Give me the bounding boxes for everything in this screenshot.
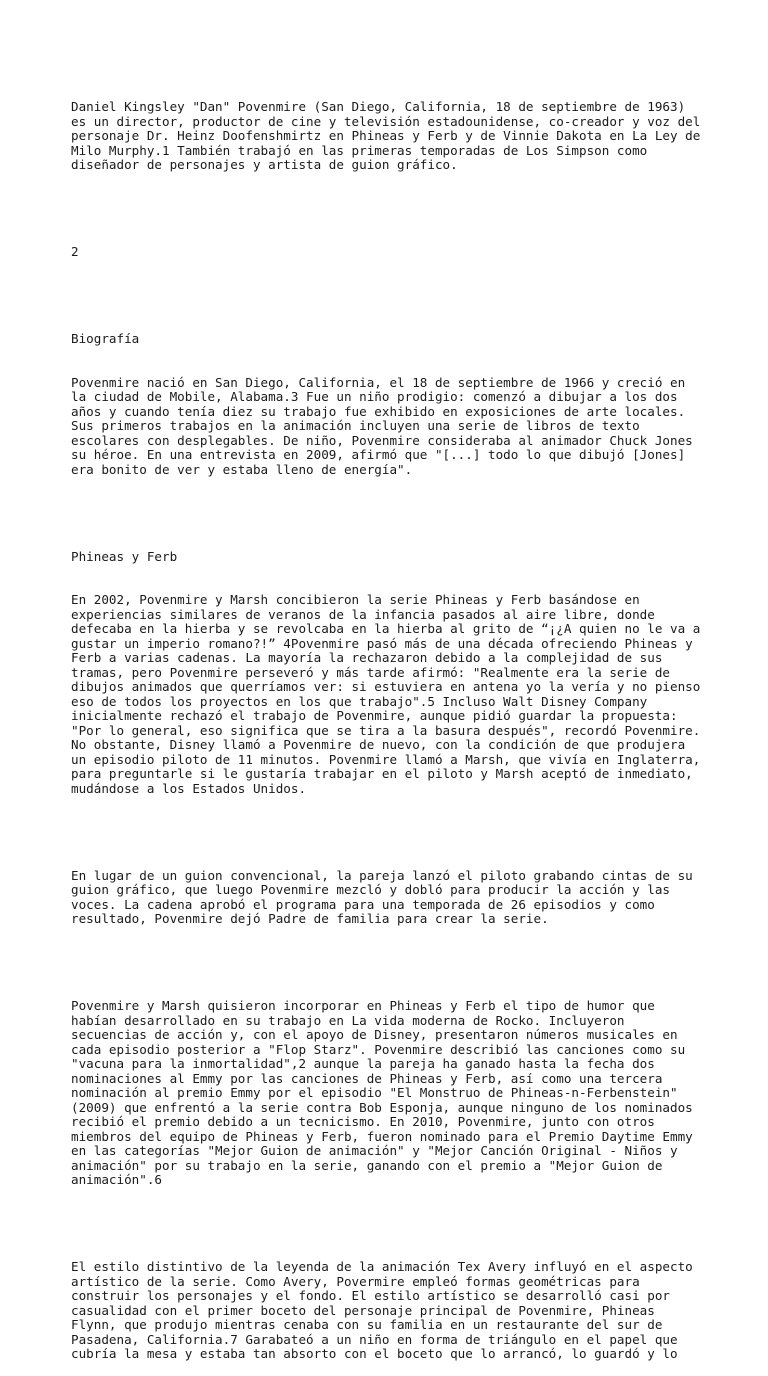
guion-paragraph: En lugar de un guion convencional, la pareja lanzó el piloto grabando cintas de su guion gráfico, que luego Povenmire mezcló y dobló para producir la acción y las voces. La cadena aprobó el programa para una temporada de 26 episodios y como resultado, Povenmire dejó Padre de familia para crear la serie. [71, 867, 693, 926]
paragraph-spacer [71, 289, 711, 304]
humor-paragraph: Povenmire y Marsh quisieron incorporar en Phineas y Ferb el tipo de humor que habían desarrollado en su trabajo en La vida moderna de Rocko. Incluyeron secuencias de acción y, con el apoyo de Disney, presentaron números musicales en cada episodio posterior a "Flop Starz". Povenmire describió las canciones como su "vacuna para la inmortalidad",2 aunque la pareja ha ganado hasta la fecha dos nominaciones al Emmy por las canciones de Phineas y Ferb, así como una tercera nominación al premio Emmy por el episodio "El Monstruo de Phineas-n-Ferbenstein" (2009) que enfrentó a la serie contra Bob Esponja, aunque ninguno de los nominados recibió el premio debido a un tecnicismo. En 2010, Povenmire, junto con otros miembros del equipo de Phineas y Ferb, fueron nominado para el Premio Daytime Emmy en las categorías "Mejor Guion de animación" y "Mejor Canción Original - Niños y animación" por su trabajo en la serie, ganando con el premio a "Mejor Guion de animación".6 [71, 998, 693, 1187]
phineas-paragraph: En 2002, Povenmire y Marsh concibieron la serie Phineas y Ferb basándose en experiencias similares de veranos de la infancia pasados al aire libre, donde defecaba en la hierba y se revolcaba en la hierba al grito de “¡¿A quien no le va a gustar un imperio romano?!” 4Povenmire pasó más de una década ofreciendo Phineas y Ferb a varias cadenas. La mayoría la rechazaron debido a la complejidad de sus tramas, pero Povenmire perseveró y más tarde afirmó: "Realmente era la serie de dibujos animados que querríamos ver: si estuviera en antena yo la vería y no pienso eso de todos los proyectos en los que trabajo".5 Incluso Walt Disney Company inicialmente rechazó el trabajo de Povenmire, aunque pidió guardar la propuesta: "Por lo general, eso significa que se tira a la basura después", recordó Povenmire. No obstante, Disney llamó a Povenmire de nuevo, con la condición de que produjera un episodio piloto de 11 minutos. Povenmire llamó a Marsh, que vivía en Inglaterra, para preguntarle si le gustaría trabajar en el piloto y Marsh aceptó de inmediato, mudándose a los Estados Unidos. [71, 592, 701, 796]
paragraph-spacer [71, 202, 711, 217]
document-page [71, 71, 711, 1376]
paragraph-spacer [71, 825, 711, 840]
paragraph-spacer [71, 506, 711, 521]
intro-paragraph: Daniel Kingsley "Dan" Povenmire (San Diego, California, 18 de septiembre de 1963) es un director, productor de cine y televisión estadounidense, co-creador y voz del personaje Dr. Heinz Doofenshmirtz en Phineas y Ferb y de Vinnie Dakota en La Ley de Milo Murphy.1 También trabajó en las primeras temporadas de Los Simpson como diseñador de personajes y artista de guion gráfico. [71, 99, 701, 172]
paragraph-spacer [71, 1217, 711, 1232]
section-heading-phineas-ferb: Phineas y Ferb [71, 548, 178, 564]
paragraph-spacer [71, 956, 711, 971]
estilo-paragraph: El estilo distintivo de la leyenda de la animación Tex Avery influyó en el aspecto artístico de la serie. Como Avery, Povermire empleó formas geométricas para construir los personajes y el fondo. El estilo artístico se desarrolló casi por casualidad con el primer boceto del personaje principal de Povenmire, Phineas Flynn, que produjo mientras cenaba con su familia en un restaurante del sur de Pasadena, California.7 Garabateó a un niño en forma de triángulo en el papel que cubría la mesa y estaba tan absorto con el boceto que lo arrancó, lo guardó y lo [71, 1259, 693, 1361]
section-heading-biografia: Biografía [71, 331, 140, 346]
page-number: 2 [71, 244, 79, 259]
biografia-paragraph: Povenmire nació en San Diego, California, el 18 de septiembre de 1966 y creció en la ciudad de Mobile, Alabama.3 Fue un niño prodigio: comenzó a dibujar a los dos años y cuando tenía diez su trabajo fue exhibido en exposiciones de arte locales. Sus primeros trabajos en la animación incluyen una serie de libros de texto escolares con desplegables. De niño, Povenmire consideraba al animador Chuck Jones su héroe. En una entrevista en 2009, afirmó que "[...] todo lo que dibujó [Jones] era bonito de ver y estaba lleno de energía". [71, 374, 693, 477]
